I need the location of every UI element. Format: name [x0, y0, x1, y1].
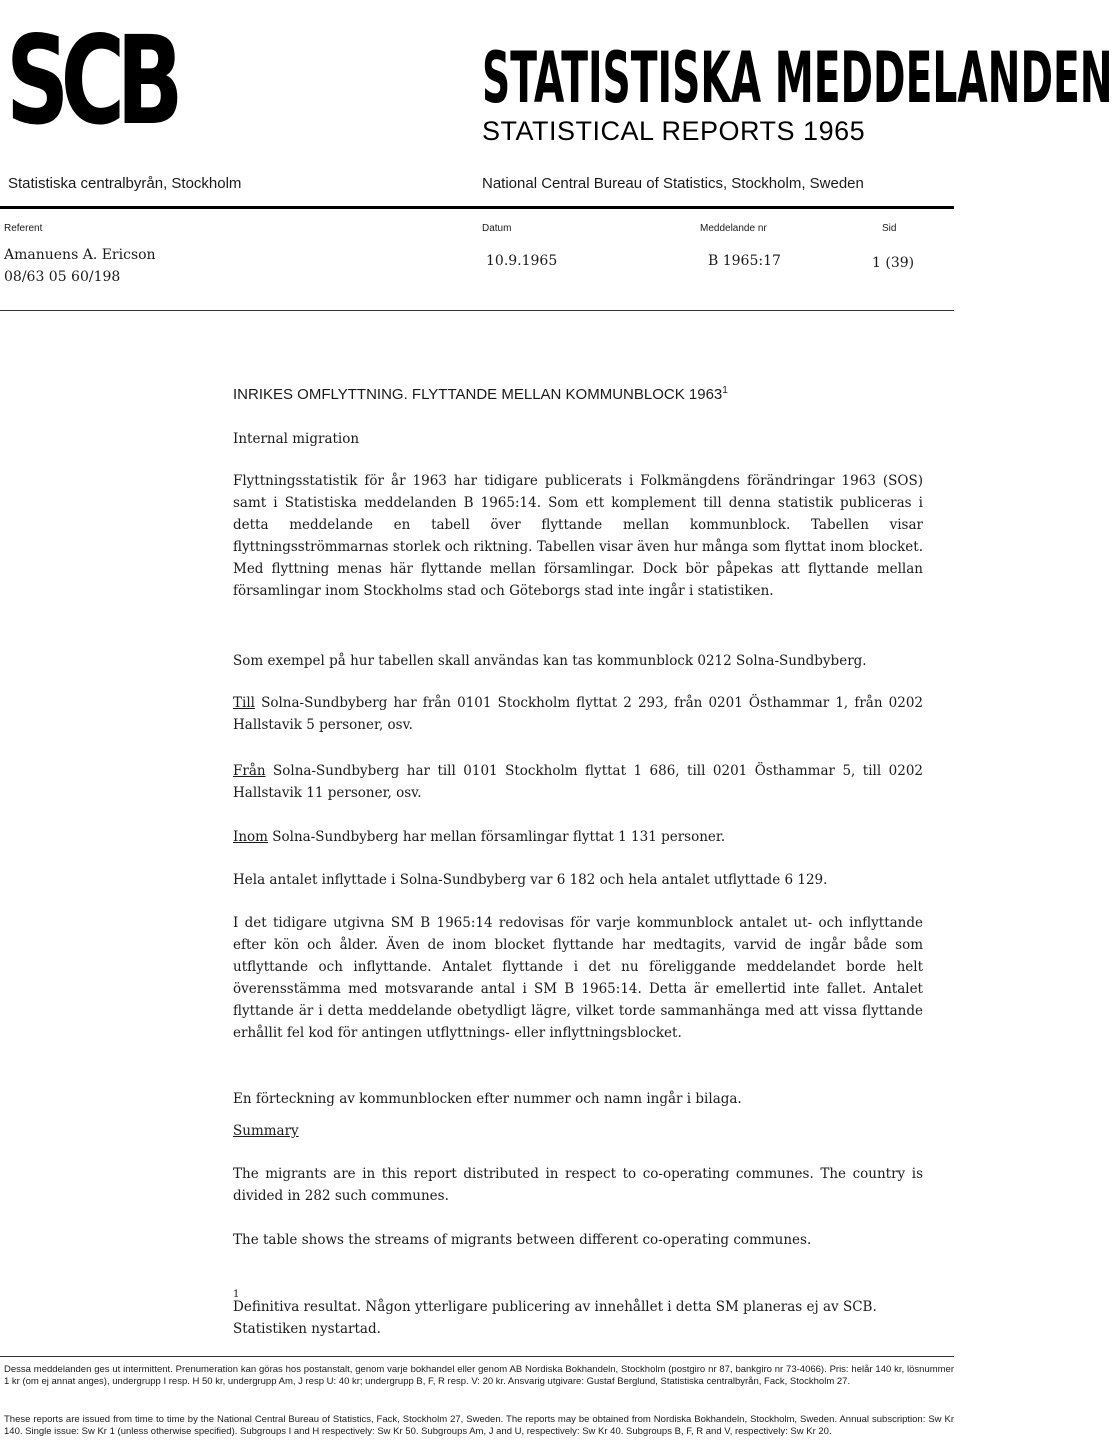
summary-paragraph-2: The table shows the streams of migrants between different co-operating communes.: [233, 1232, 812, 1248]
referent-name: Amanuens A. Ericson: [4, 247, 156, 263]
title-footnote-mark: 1: [722, 385, 728, 396]
summary-paragraph-1: The migrants are in this report distributed in respect to co-operating communes. The country is divided in 282 such communes.: [233, 1166, 923, 1204]
report-title-text: INRIKES OMFLYTTNING. FLYTTANDE MELLAN KOMMUNBLOCK 1963: [233, 386, 723, 403]
footer-swedish: Dessa meddelanden ges ut intermittent. Prenumeration kan göras hos postanstalt, genom varje bokhandel eller genom AB Nordiska Bokhandeln, Stockholm (postgiro nr 87, bankgiro nr 73-4066). Pris: helår 140 kr, lösnummer 1 kr (om ej annat anges), undergrupp I resp. H 50 kr, undergrupp Am, J resp U: 40 kr; undergrupp B, F, R resp. V: 20 kr. Ansvarig utgivare: Gustaf Berglund, Statistiska centralbyrån, Fack, Stockholm 27.: [4, 1364, 954, 1387]
paragraph-till: [233, 692, 923, 736]
paragraph-hela: Hela antalet inflyttade i Solna-Sundbyberg var 6 182 och hela antalet utflyttade 6 129.: [233, 872, 828, 888]
footnote-text: Definitiva resultat. Någon ytterligare publicering av innehållet i detta SM planeras ej av SCB. Statistiken nystartad.: [233, 1299, 877, 1337]
inom-lead: Inom: [233, 829, 268, 845]
org-name-swedish: Statistiska centralbyrån, Stockholm: [8, 175, 242, 192]
fran-lead: Från: [233, 763, 266, 779]
paragraph-bilaga: En förteckning av kommunblocken efter nummer och namn ingår i bilaga.: [233, 1091, 742, 1107]
meddelande-value: B 1965:17: [708, 253, 781, 269]
meta-rule: [0, 310, 954, 311]
report-title: [233, 385, 728, 403]
paragraph-example: Som exempel på hur tabellen skall användas kan tas kommunblock 0212 Solna-Sundbyberg.: [233, 653, 867, 669]
sid-value: 1 (39): [872, 255, 915, 271]
datum-value: 10.9.1965: [486, 253, 558, 269]
sid-label: Sid: [882, 223, 897, 234]
footnote-number: 1: [233, 1289, 240, 1300]
summary-heading: Summary: [233, 1123, 299, 1139]
meddelande-label: Meddelande nr: [700, 223, 767, 234]
till-lead: Till: [233, 695, 255, 711]
org-name-english: National Central Bureau of Statistics, Stockholm, Sweden: [482, 175, 864, 192]
header-rule: [0, 206, 954, 209]
till-text: Solna-Sundbyberg har från 0101 Stockholm flyttat 2 293, från 0201 Östhammar 1, från 0202 Hallstavik 5 personer, osv.: [233, 695, 923, 733]
series-subtitle: STATISTICAL REPORTS 1965: [482, 116, 866, 146]
paragraph-inom: [233, 826, 923, 848]
referent-phone: 08/63 05 60/198: [4, 269, 121, 285]
referent-label: Referent: [4, 223, 43, 234]
footer-english: These reports are issued from time to time by the National Central Bureau of Statistics, Fack, Stockholm 27, Sweden. The reports may be obtained from Nordiska Bokhandeln, Stockholm, Sweden. Annual subscription: Sw Kr 140. Single issue: Sw Kr 1 (unless otherwise specified). Subgroups I and H respectively: Sw Kr 50. Subgroups Am, J and U, respectively: Sw Kr 40. Subgroups B, F, R and V, respectively: Sw Kr 20.: [4, 1414, 954, 1437]
paragraph-intro: Flyttningsstatistik för år 1963 har tidigare publicerats i Folkmängdens förändringar 1963 (SOS) samt i Statistiska meddelanden B 1965:14. Som ett komplement till denna statistik publiceras i detta meddelande en tabell över flyttande mellan kommunblock. Tabellen visar flyttningsströmmarnas storlek och riktning. Tabellen visar även hur många som flyttat inom blocket. Med flyttning menas här flyttande mellan församlingar. Dock bör påpekas att flyttande mellan församlingar inom Stockholms stad och Göteborgs stad inte ingår i statistiken.: [233, 473, 923, 599]
report-subtitle: Internal migration: [233, 431, 360, 447]
inom-text: Solna-Sundbyberg har mellan församlingar flyttat 1 131 personer.: [267, 829, 726, 845]
scb-logo: SCB: [6, 10, 175, 152]
paragraph-fran: [233, 760, 923, 804]
series-title: STATISTISKA MEDDELANDEN: [482, 37, 1113, 119]
datum-label: Datum: [482, 223, 512, 234]
fran-text: Solna-Sundbyberg har till 0101 Stockholm flyttat 1 686, till 0201 Östhammar 5, till 0202 Hallstavik 11 personer, osv.: [233, 763, 923, 801]
paragraph-sm-comparison: I det tidigare utgivna SM B 1965:14 redovisas för varje kommunblock antalet ut- och inflyttande efter kön och ålder. Även de inom blocket flyttande har medtagits, varvid de ingår både som utflyttande och inflyttande. Antalet flyttande i det nu föreliggande meddelandet borde helt överensstämma med motsvarande antal i SM B 1965:14. Detta är emellertid inte fallet. Antalet flyttande är i detta meddelande obetydligt lägre, vilket torde sammanhänga med att vissa flyttande erhållit fel kod för antingen utflyttnings- eller inflyttningsblocket.: [233, 915, 923, 1041]
footer-rule: [0, 1356, 954, 1357]
